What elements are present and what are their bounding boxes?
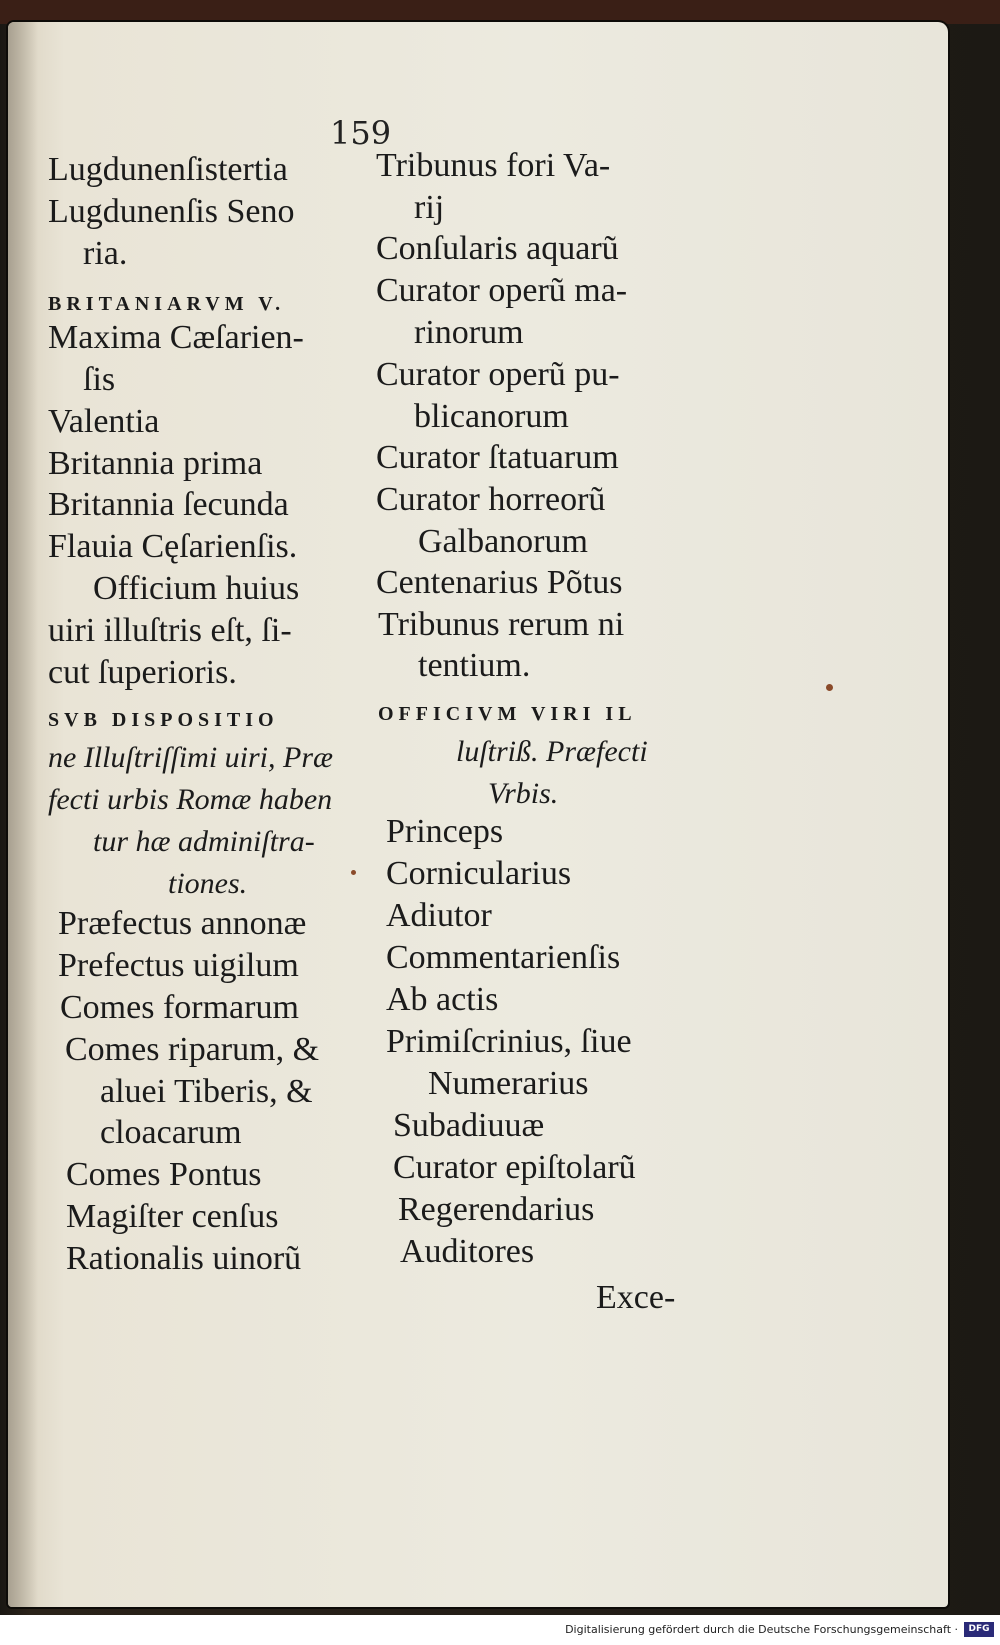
text-line: Rationalis uinorũ — [66, 1240, 302, 1277]
text-line: Præfectus annonæ — [58, 905, 307, 942]
text-line: Lugdunenſistertia — [48, 151, 288, 188]
text-line: Britannia prima — [48, 445, 263, 482]
text-line: uiri illuſtris eſt, ſi- — [48, 612, 292, 649]
text-line: Subadiuuæ — [393, 1107, 545, 1144]
italic-line: fecti urbis Romæ haben — [48, 783, 333, 816]
text-line: Curator epiſtolarũ — [393, 1149, 636, 1186]
text-line: Galbanorum — [418, 523, 588, 560]
text-line: rij — [414, 189, 445, 226]
text-line: aluei Tiberis, & — [100, 1073, 313, 1110]
dfg-logo: DFG — [964, 1622, 994, 1637]
text-line: ria. — [83, 235, 128, 272]
text-line: Curator ſtatuarum — [376, 439, 619, 476]
section-heading: BRITANIARVM V. — [48, 293, 286, 315]
text-line: Tribunus fori Va- — [376, 147, 611, 184]
italic-line: Vrbis. — [488, 777, 559, 810]
text-line: Prefectus uigilum — [58, 947, 299, 984]
catchword: Exce- — [596, 1279, 676, 1316]
book-page — [8, 22, 948, 1607]
text-line: Valentia — [48, 403, 160, 440]
text-line: cloacarum — [100, 1114, 242, 1151]
italic-line: tiones. — [168, 867, 248, 900]
text-line: Tribunus rerum ni — [378, 606, 625, 643]
text-line: cut ſuperioris. — [48, 654, 237, 691]
text-line: Flauia Cęſarienſis. — [48, 528, 298, 565]
paper-speck — [351, 870, 356, 875]
text-line: Cornicularius — [386, 855, 572, 892]
scan-top-edge — [0, 0, 1000, 24]
text-line: Conſularis aquarũ — [376, 230, 619, 267]
text-line: Adiutor — [386, 897, 492, 934]
text-line: Comes formarum — [60, 989, 299, 1026]
text-line: Curator operũ pu- — [376, 356, 620, 393]
section-heading: OFFICIVM VIRI IL — [378, 703, 637, 725]
text-line: Centenarius Põtus — [376, 564, 623, 601]
text-line: Princeps — [386, 813, 504, 850]
italic-line: tur hæ adminiſtra- — [93, 825, 315, 858]
italic-line: ne Illuſtriſſimi uiri, Præ — [48, 741, 334, 774]
text-line: Maxima Cæſarien- — [48, 319, 304, 356]
page-gutter-shadow — [8, 22, 38, 1607]
text-line: Curator horreorũ — [376, 481, 606, 518]
text-line: blicanorum — [414, 398, 569, 435]
text-line: Ab actis — [386, 981, 499, 1018]
text-line: Commentarienſis — [386, 939, 621, 976]
text-line: Magiſter cenſus — [66, 1198, 279, 1235]
text-line: Britannia ſecunda — [48, 486, 289, 523]
section-heading: SVB DISPOSITIO — [48, 709, 279, 731]
text-line: tentium. — [418, 647, 531, 684]
text-line: Lugdunenſis Seno — [48, 193, 295, 230]
text-line: rinorum — [414, 314, 524, 351]
text-line: Auditores — [400, 1233, 535, 1270]
text-line: Comes riparum, & — [65, 1031, 320, 1068]
text-line: Officium huius — [93, 570, 300, 607]
italic-line: luſtriß. Præfecti — [456, 735, 648, 768]
paper-speck — [826, 684, 833, 691]
text-line: Primiſcrinius, ſiue — [386, 1023, 632, 1060]
page-number: 159 — [330, 114, 392, 152]
text-line: Curator operũ ma- — [376, 272, 628, 309]
digitization-footer — [0, 1615, 1000, 1645]
text-line: ſis — [83, 361, 116, 398]
text-line: Comes Pontus — [66, 1156, 262, 1193]
footer-credit: Digitalisierung gefördert durch die Deutsche Forschungsgemeinschaft · — [565, 1623, 958, 1636]
text-line: Numerarius — [428, 1065, 589, 1102]
text-line: Regerendarius — [398, 1191, 595, 1228]
